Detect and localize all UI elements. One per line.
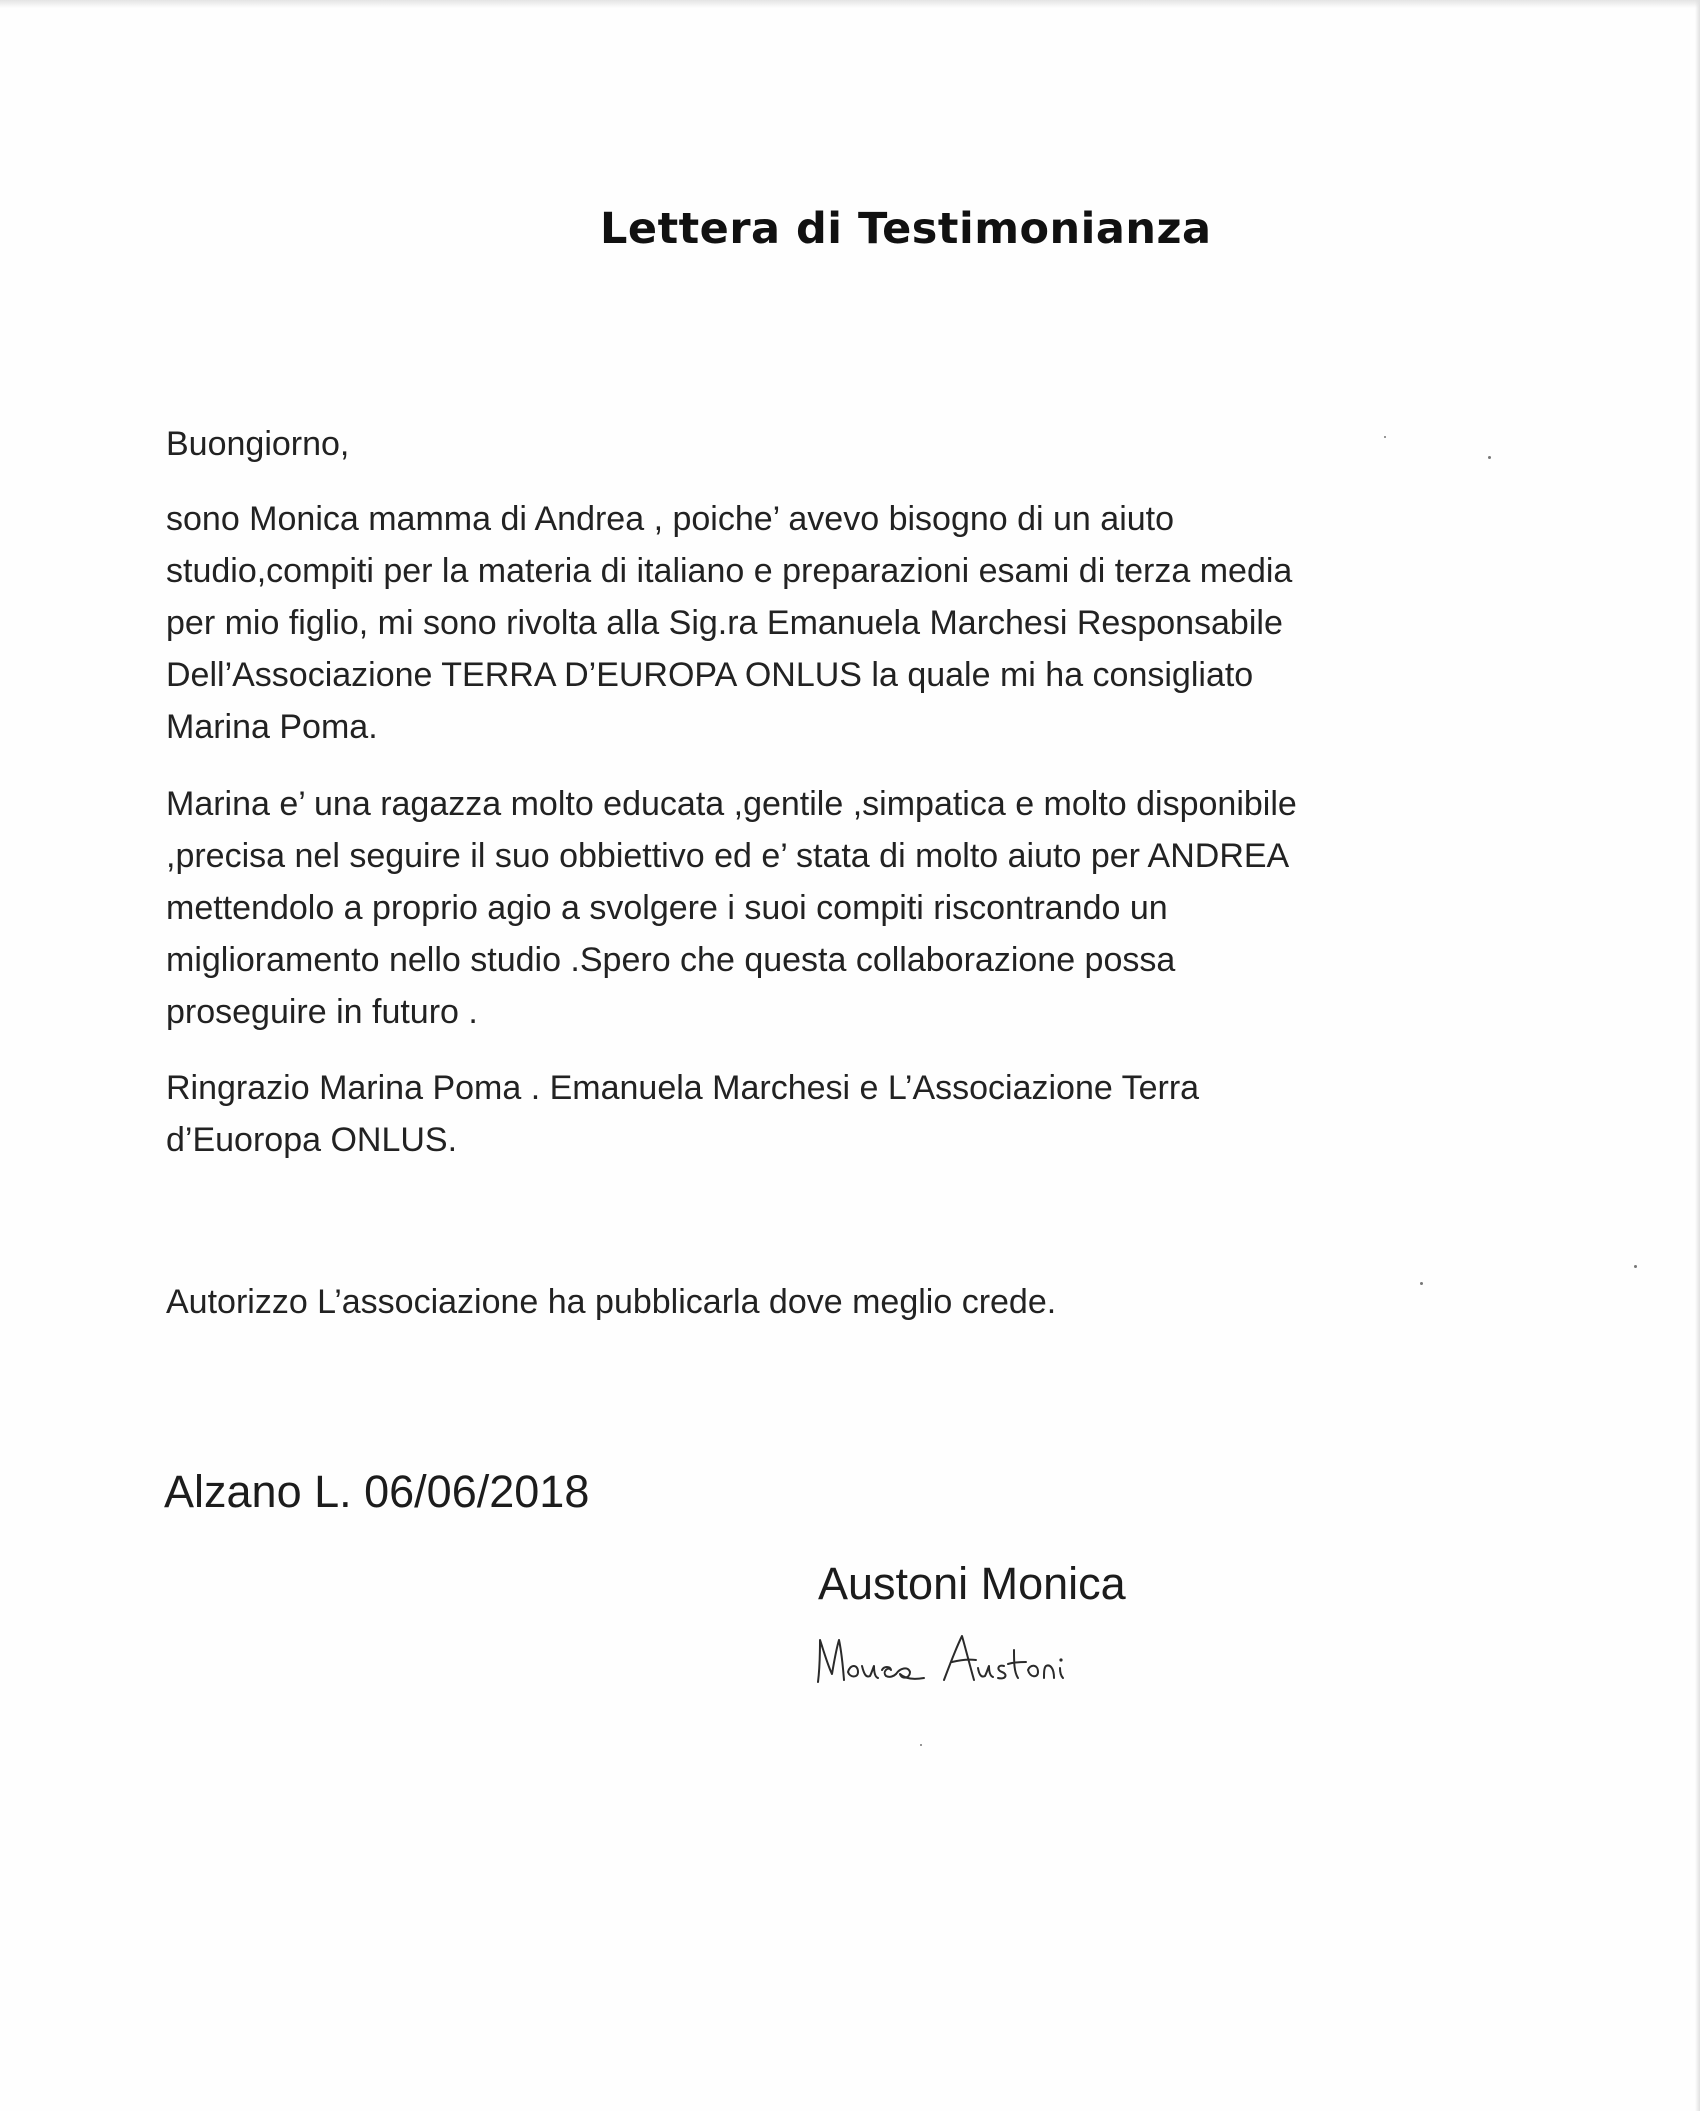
paragraph-line: d’Euoropa ONLUS. [166,1121,458,1159]
paragraph-thanks [166,1062,1486,1166]
place-and-date: Alzano L. 06/06/2018 [164,1466,590,1517]
paragraph-line: Marina e’ una ragazza molto educata ,gentile ,simpatica e molto disponibile [166,785,1297,823]
paragraph-introduction [166,493,1486,753]
paragraph-line: sono Monica mamma di Andrea , poiche’ avevo bisogno di un aiuto [166,500,1175,538]
scan-speck [1488,456,1491,459]
scan-speck [1634,1265,1637,1268]
paragraph-line: per mio figlio, mi sono rivolta alla Sig.ra Emanuela Marchesi Responsabile [166,604,1283,642]
paragraph-line: proseguire in futuro . [166,993,478,1031]
paragraph-line: studio,compiti per la materia di italiano e preparazioni esami di terza media [166,552,1293,590]
paragraph-line: mettendolo a proprio agio a svolgere i suoi compiti riscontrando un [166,889,1168,927]
greeting [166,418,1486,470]
scan-speck [920,1744,922,1746]
letter-title: Lettera di Testimonianza [600,204,1212,254]
scan-speck [1420,1282,1423,1285]
greeting-line: Buongiorno, [166,425,350,463]
authorization-line: Autorizzo L’associazione ha pubblicarla dove meglio crede. [166,1283,1057,1321]
scan-top-edge [0,0,1700,8]
paragraph-line: Marina Poma. [166,708,378,746]
paragraph-line: Ringrazio Marina Poma . Emanuela Marchesi e L’Associazione Terra [166,1069,1200,1107]
paragraph-authorization [166,1276,1486,1328]
signatory-name: Austoni Monica [818,1558,1126,1609]
handwritten-signature [812,1622,1112,1702]
paragraph-line: ,precisa nel seguire il suo obbiettivo ed e’ stata di molto aiuto per ANDREA [166,837,1290,875]
paragraph-testimony [166,778,1486,1038]
scan-right-edge [1695,0,1700,2111]
paragraph-line: miglioramento nello studio .Spero che questa collaborazione possa [166,941,1176,979]
paragraph-line: Dell’Associazione TERRA D’EUROPA ONLUS la quale mi ha consigliato [166,656,1254,694]
scan-speck [1384,436,1386,438]
